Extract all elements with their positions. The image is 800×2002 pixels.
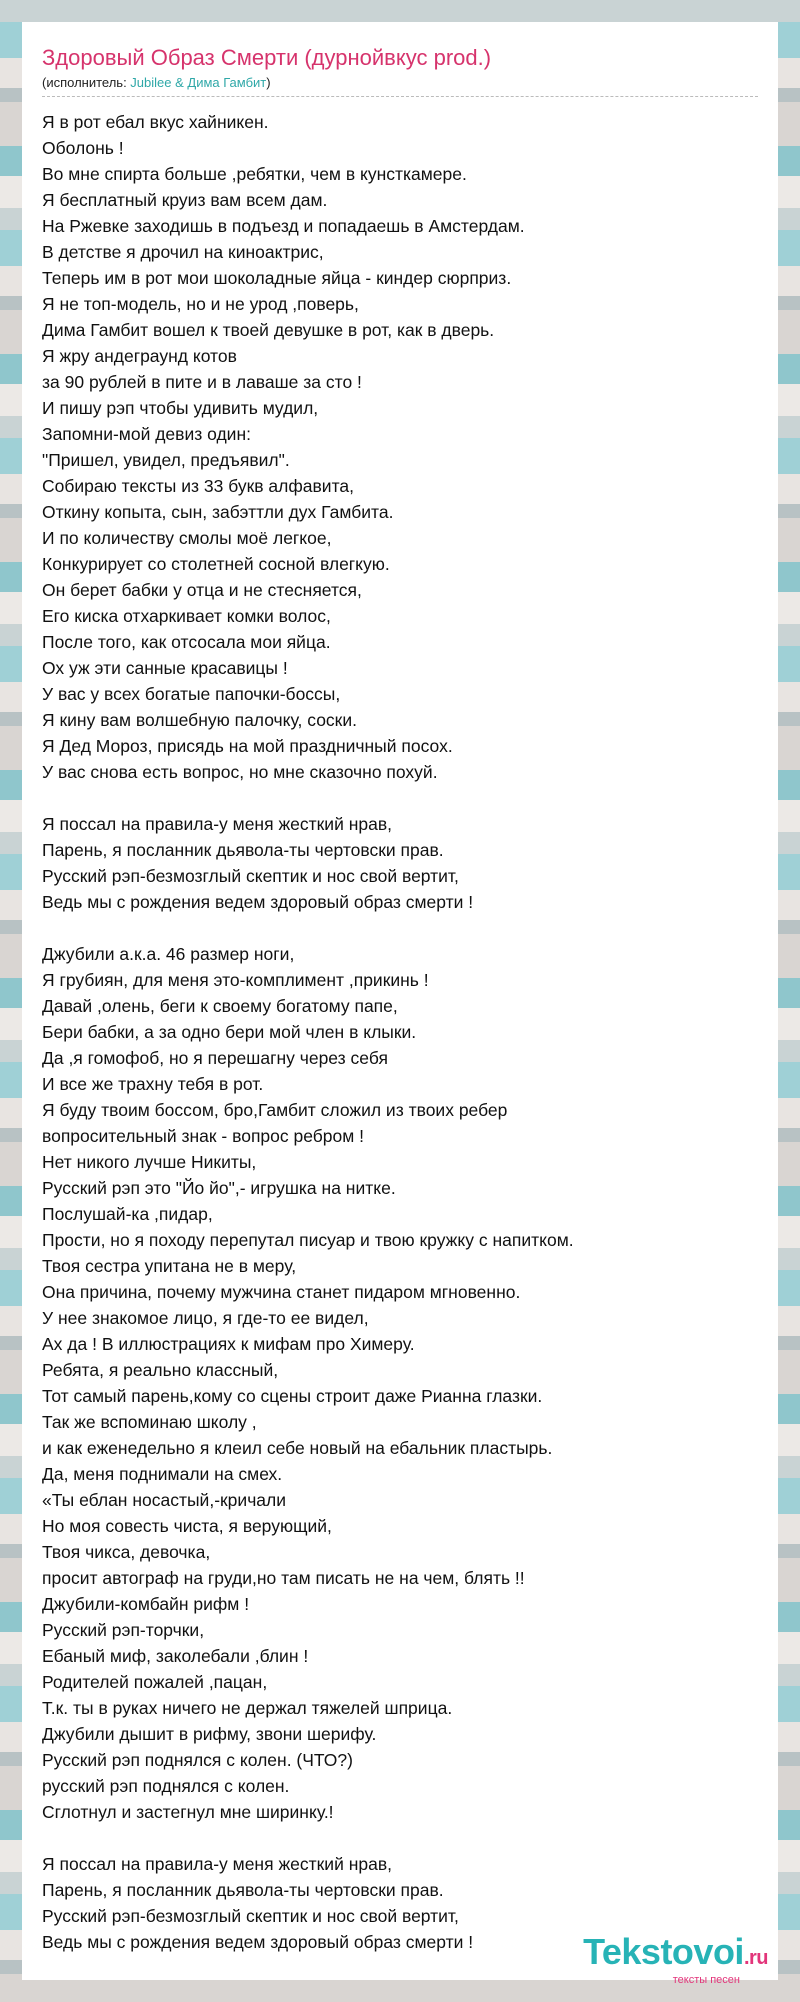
logo-name: Tekstovoi xyxy=(583,1931,744,1972)
lyric-line: Запомни-мой девиз один: xyxy=(42,424,251,444)
artist-line xyxy=(42,74,758,97)
logo-tagline: тексты песен xyxy=(672,1974,740,1986)
lyric-line: Дима Гамбит вошел к твоей девушке в рот, как в дверь. xyxy=(42,320,495,340)
lyric-line: Я не топ-модель, но и не урод ,поверь, xyxy=(42,294,359,314)
lyric-line: Он берет бабки у отца и не стесняется, xyxy=(42,580,362,600)
lyric-line: Бери бабки, а за одно бери мой член в клыки. xyxy=(42,1022,417,1042)
lyric-line: "Пришел, увидел, предъявил". xyxy=(42,450,290,470)
lyric-line: Во мне спирта больше ,ребятки, чем в кунсткамере. xyxy=(42,164,467,184)
lyric-line: Твоя чикса, девочка, xyxy=(42,1542,211,1562)
lyric-line: Я поссал на правила-у меня жесткий нрав, xyxy=(42,1854,392,1874)
lyric-line: Теперь им в рот мои шоколадные яйца - киндер сюрприз. xyxy=(42,268,512,288)
lyrics-card xyxy=(22,22,778,1980)
artist-link[interactable]: Jubilee & Дима Гамбит xyxy=(130,75,267,90)
lyric-line: Русский рэп-безмозглый скептик и нос свой вертит, xyxy=(42,866,459,886)
logo-tld: .ru xyxy=(743,1947,768,1969)
site-logo[interactable] xyxy=(583,1931,768,1986)
lyric-line: и как еженедельно я клеил себе новый на ебальник пластырь. xyxy=(42,1438,553,1458)
stanza-break xyxy=(42,915,758,941)
lyric-line: Джубили-комбайн рифм ! xyxy=(42,1594,250,1614)
lyric-line: Ведь мы с рождения ведем здоровый образ смерти ! xyxy=(42,892,474,912)
lyric-line: Русский рэп-безмозглый скептик и нос свой вертит, xyxy=(42,1906,459,1926)
lyric-line: В детстве я дрочил на киноактрис, xyxy=(42,242,324,262)
lyric-line: Парень, я посланник дьявола-ты чертовски прав. xyxy=(42,840,444,860)
lyric-line: Но моя совесть чиста, я верующий, xyxy=(42,1516,332,1536)
lyric-line: «Ты еблан носастый,-кричали xyxy=(42,1490,287,1510)
lyric-line: И пишу рэп чтобы удивить мудил, xyxy=(42,398,319,418)
artist-prefix: (исполнитель: xyxy=(42,75,131,90)
lyric-line: У нее знакомое лицо, я где-то ее видел, xyxy=(42,1308,369,1328)
lyric-line: Я поссал на правила-у меня жесткий нрав, xyxy=(42,814,392,834)
lyric-line: Я жру андеграунд котов xyxy=(42,346,237,366)
lyric-line: Русский рэп это "Йо йо",- игрушка на нитке. xyxy=(42,1178,396,1198)
lyric-line: У вас у всех богатые папочки-боссы, xyxy=(42,684,341,704)
lyric-line: Джубили дышит в рифму, звони шерифу. xyxy=(42,1724,377,1744)
lyric-line: Она причина, почему мужчина станет пидаром мгновенно. xyxy=(42,1282,521,1302)
lyric-line: Я кину вам волшебную палочку, соски. xyxy=(42,710,357,730)
lyric-line: Русский рэп поднялся с колен. (ЧТО?) xyxy=(42,1750,353,1770)
lyric-line: После того, как отсосала мои яйца. xyxy=(42,632,331,652)
lyric-line: Прости, но я походу перепутал писуар и твою кружку с напитком. xyxy=(42,1230,574,1250)
lyric-line: Тот самый парень,кому со сцены строит даже Рианна глазки. xyxy=(42,1386,543,1406)
lyric-line: Нет никого лучше Никиты, xyxy=(42,1152,257,1172)
lyric-line: И по количеству смолы моё легкое, xyxy=(42,528,332,548)
lyric-line: Я грубиян, для меня это-комплимент ,прикинь ! xyxy=(42,970,429,990)
lyric-line: Я буду твоим боссом, бро,Гамбит сложил из твоих ребер xyxy=(42,1100,508,1120)
lyric-line: Ох уж эти санные красавицы ! xyxy=(42,658,288,678)
lyric-line: Собираю тексты из 33 букв алфавита, xyxy=(42,476,354,496)
stanza-break xyxy=(42,785,758,811)
lyric-line: просит автограф на груди,но там писать не на чем, блять !! xyxy=(42,1568,525,1588)
lyric-line: русский рэп поднялся с колен. xyxy=(42,1776,290,1796)
lyric-line: Откину копыта, сын, забэттли дух Гамбита. xyxy=(42,502,394,522)
lyric-line: вопросительный знак - вопрос ребром ! xyxy=(42,1126,365,1146)
lyric-line: Ребята, я реально классный, xyxy=(42,1360,279,1380)
lyric-line: Русский рэп-торчки, xyxy=(42,1620,205,1640)
lyric-line: Т.к. ты в руках ничего не держал тяжелей шприца. xyxy=(42,1698,453,1718)
lyric-line: Да, меня поднимали на смех. xyxy=(42,1464,283,1484)
lyric-line: Послушай-ка ,пидар, xyxy=(42,1204,213,1224)
song-title: Здоровый Образ Смерти (дурнойвкус prod.) xyxy=(42,45,492,70)
lyric-line: Сглотнул и застегнул мне ширинку.! xyxy=(42,1802,334,1822)
stanza-break xyxy=(42,1825,758,1851)
lyric-line: Так же вспоминаю школу , xyxy=(42,1412,257,1432)
lyric-line: И все же трахну тебя в рот. xyxy=(42,1074,264,1094)
lyric-line: Я Дед Мороз, присядь на мой праздничный посох. xyxy=(42,736,453,756)
lyric-line: Ах да ! В иллюстрациях к мифам про Химеру. xyxy=(42,1334,415,1354)
lyric-line: Ведь мы с рождения ведем здоровый образ смерти ! xyxy=(42,1932,474,1952)
lyric-line: Да ,я гомофоб, но я перешагну через себя xyxy=(42,1048,388,1068)
lyric-line: за 90 рублей в пите и в лаваше за сто ! xyxy=(42,372,362,392)
lyric-line: Родителей пожалей ,пацан, xyxy=(42,1672,268,1692)
lyric-line: Его киска отхаркивает комки волос, xyxy=(42,606,331,626)
lyric-line: Я в рот ебал вкус хайникен. xyxy=(42,112,269,132)
lyric-line: Оболонь ! xyxy=(42,138,124,158)
lyric-line: Я бесплатный круиз вам всем дам. xyxy=(42,190,328,210)
lyric-line: Твоя сестра упитана не в меру, xyxy=(42,1256,297,1276)
artist-suffix: ) xyxy=(266,75,271,90)
lyrics-text xyxy=(42,109,758,1955)
lyric-line: Джубили а.к.а. 46 размер ноги, xyxy=(42,944,295,964)
lyric-line: Парень, я посланник дьявола-ты чертовски прав. xyxy=(42,1880,444,1900)
logo-wordmark xyxy=(583,1931,768,1976)
lyric-line: У вас снова есть вопрос, но мне сказочно похуй. xyxy=(42,762,438,782)
lyric-line: Ебаный миф, заколебали ,блин ! xyxy=(42,1646,309,1666)
lyric-line: На Ржевке заходишь в подъезд и попадаешь в Амстердам. xyxy=(42,216,525,236)
lyric-line: Давай ,олень, беги к своему богатому папе, xyxy=(42,996,398,1016)
lyric-line: Конкурирует со столетней сосной влегкую. xyxy=(42,554,390,574)
